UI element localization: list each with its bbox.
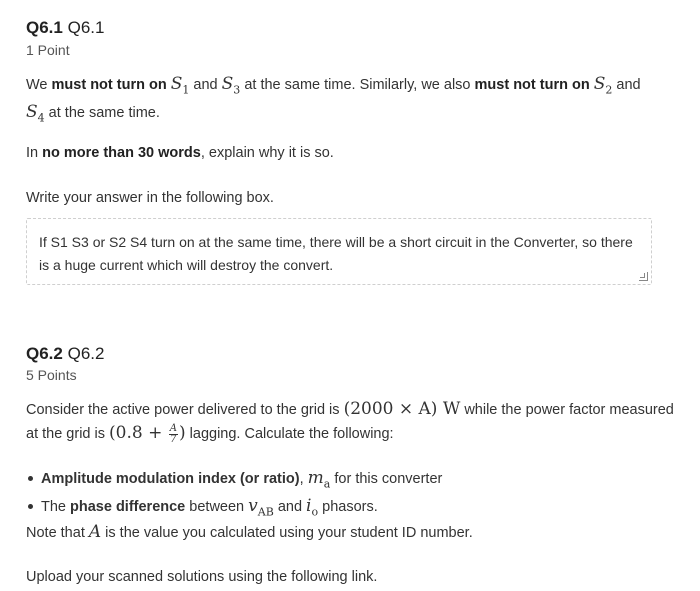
question-title: Q6.2 [67, 344, 105, 363]
question-number: Q6.2 [26, 344, 63, 363]
question-instruction: In no more than 30 words, explain why it is so. [26, 145, 334, 161]
answer-prompt: Write your answer in the following box. [26, 190, 274, 206]
note-text: Note that A is the value you calculated using your student ID number. [26, 522, 473, 542]
question-title: Q6.1 [67, 18, 105, 37]
question-points: 5 Points [26, 367, 77, 383]
question-points: 1 Point [26, 42, 70, 58]
resize-handle-icon[interactable] [639, 272, 648, 281]
upload-instruction: Upload your scanned solutions using the following link. [26, 569, 378, 585]
question-text-switching: We must not turn on $S_1$ and $S_3$ at the same time. Similarly, we also must not turn on $S_2$ and $S_4$ at the same time. [26, 74, 641, 125]
answer-text: If S1 S3 or S2 S4 turn on at the same time, there will be a short circuit in the Converter, so there is a huge current which will destroy the convert. [39, 234, 633, 273]
list-item: The phase difference between $v_{AB}$ and $i_o$ phasors. [26, 495, 666, 523]
question-heading-q6-1 [26, 18, 104, 38]
requirements-list [26, 467, 666, 524]
question-text-power: Consider the active power delivered to the grid is (2000 × A) W while the power factor measured at the grid is (0.8 + $\frac{A}{7}$ ) lagging. Calculate the following: [26, 399, 674, 445]
answer-textarea[interactable] [26, 218, 652, 285]
list-item: Amplitude modulation index (or ratio), $m_a$ for this converter [26, 467, 666, 495]
question-heading-q6-2 [26, 344, 104, 364]
question-number: Q6.1 [26, 18, 63, 37]
